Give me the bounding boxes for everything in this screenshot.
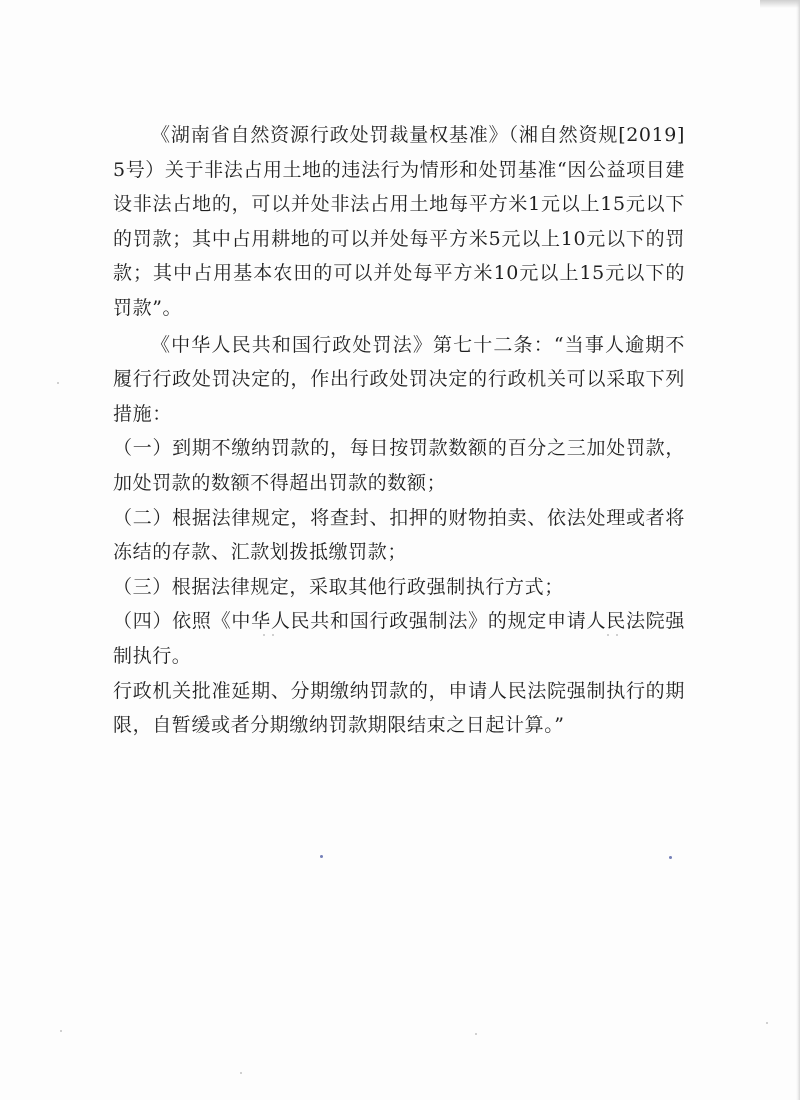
list-item-measure-3: （三）根据法律规定，采取其他行政强制执行方式；: [113, 575, 564, 598]
page-corner-shadow: [760, 0, 800, 8]
scan-speck: [616, 634, 618, 636]
scan-speck: [475, 1033, 477, 1035]
page-edge-shadow: [796, 0, 800, 1100]
scan-speck: [766, 1022, 768, 1024]
scan-speck: [60, 1030, 62, 1032]
paragraph-deferral-period: 行政机关批准延期、分期缴纳罚款的，申请人民法院强制执行的期限，自暂缓或者分期缴纳罚款期限结束之日起计算。”: [113, 679, 685, 737]
list-item-measure-1: （一）到期不缴纳罚款的，每日按罚款数额的百分之三加处罚款，加处罚款的数额不得超出罚款的数额；: [113, 437, 685, 494]
scan-speck: [263, 634, 265, 636]
paragraph-hunan-standard: 《湖南省自然资源行政处罚裁量权基准》（湘自然资规[2019]5号）关于非法占用土地的违法行为情形和处罚基准“因公益项目建设非法占地的，可以并处非法占用土地每平方米1元以上15元以下的罚款；其中占用耕地的可以并处每平方米5元以上10元以下的罚款；其中占用基本农田的可以并处每平方米10元以上15元以下的罚款”。: [113, 124, 685, 319]
scan-speck: [320, 855, 323, 858]
scan-speck: [607, 634, 609, 636]
document-body: [113, 118, 685, 743]
scan-speck: [272, 634, 274, 636]
paragraph-penalty-law-article-72: 《中华人民共和国行政处罚法》第七十二条：“当事人逾期不履行行政处罚决定的，作出行政处罚决定的行政机关可以采取下列措施：: [113, 333, 685, 425]
list-item-measure-4: （四）依照《中华人民共和国行政强制法》的规定申请人民法院强制执行。: [113, 610, 685, 667]
scan-speck: [669, 856, 672, 859]
scan-speck: [57, 382, 59, 384]
list-item-measure-2: （二）根据法律规定，将查封、扣押的财物拍卖、依法处理或者将冻结的存款、汇款划拨抵缴罚款；: [113, 506, 685, 564]
scan-speck: [240, 1072, 242, 1074]
